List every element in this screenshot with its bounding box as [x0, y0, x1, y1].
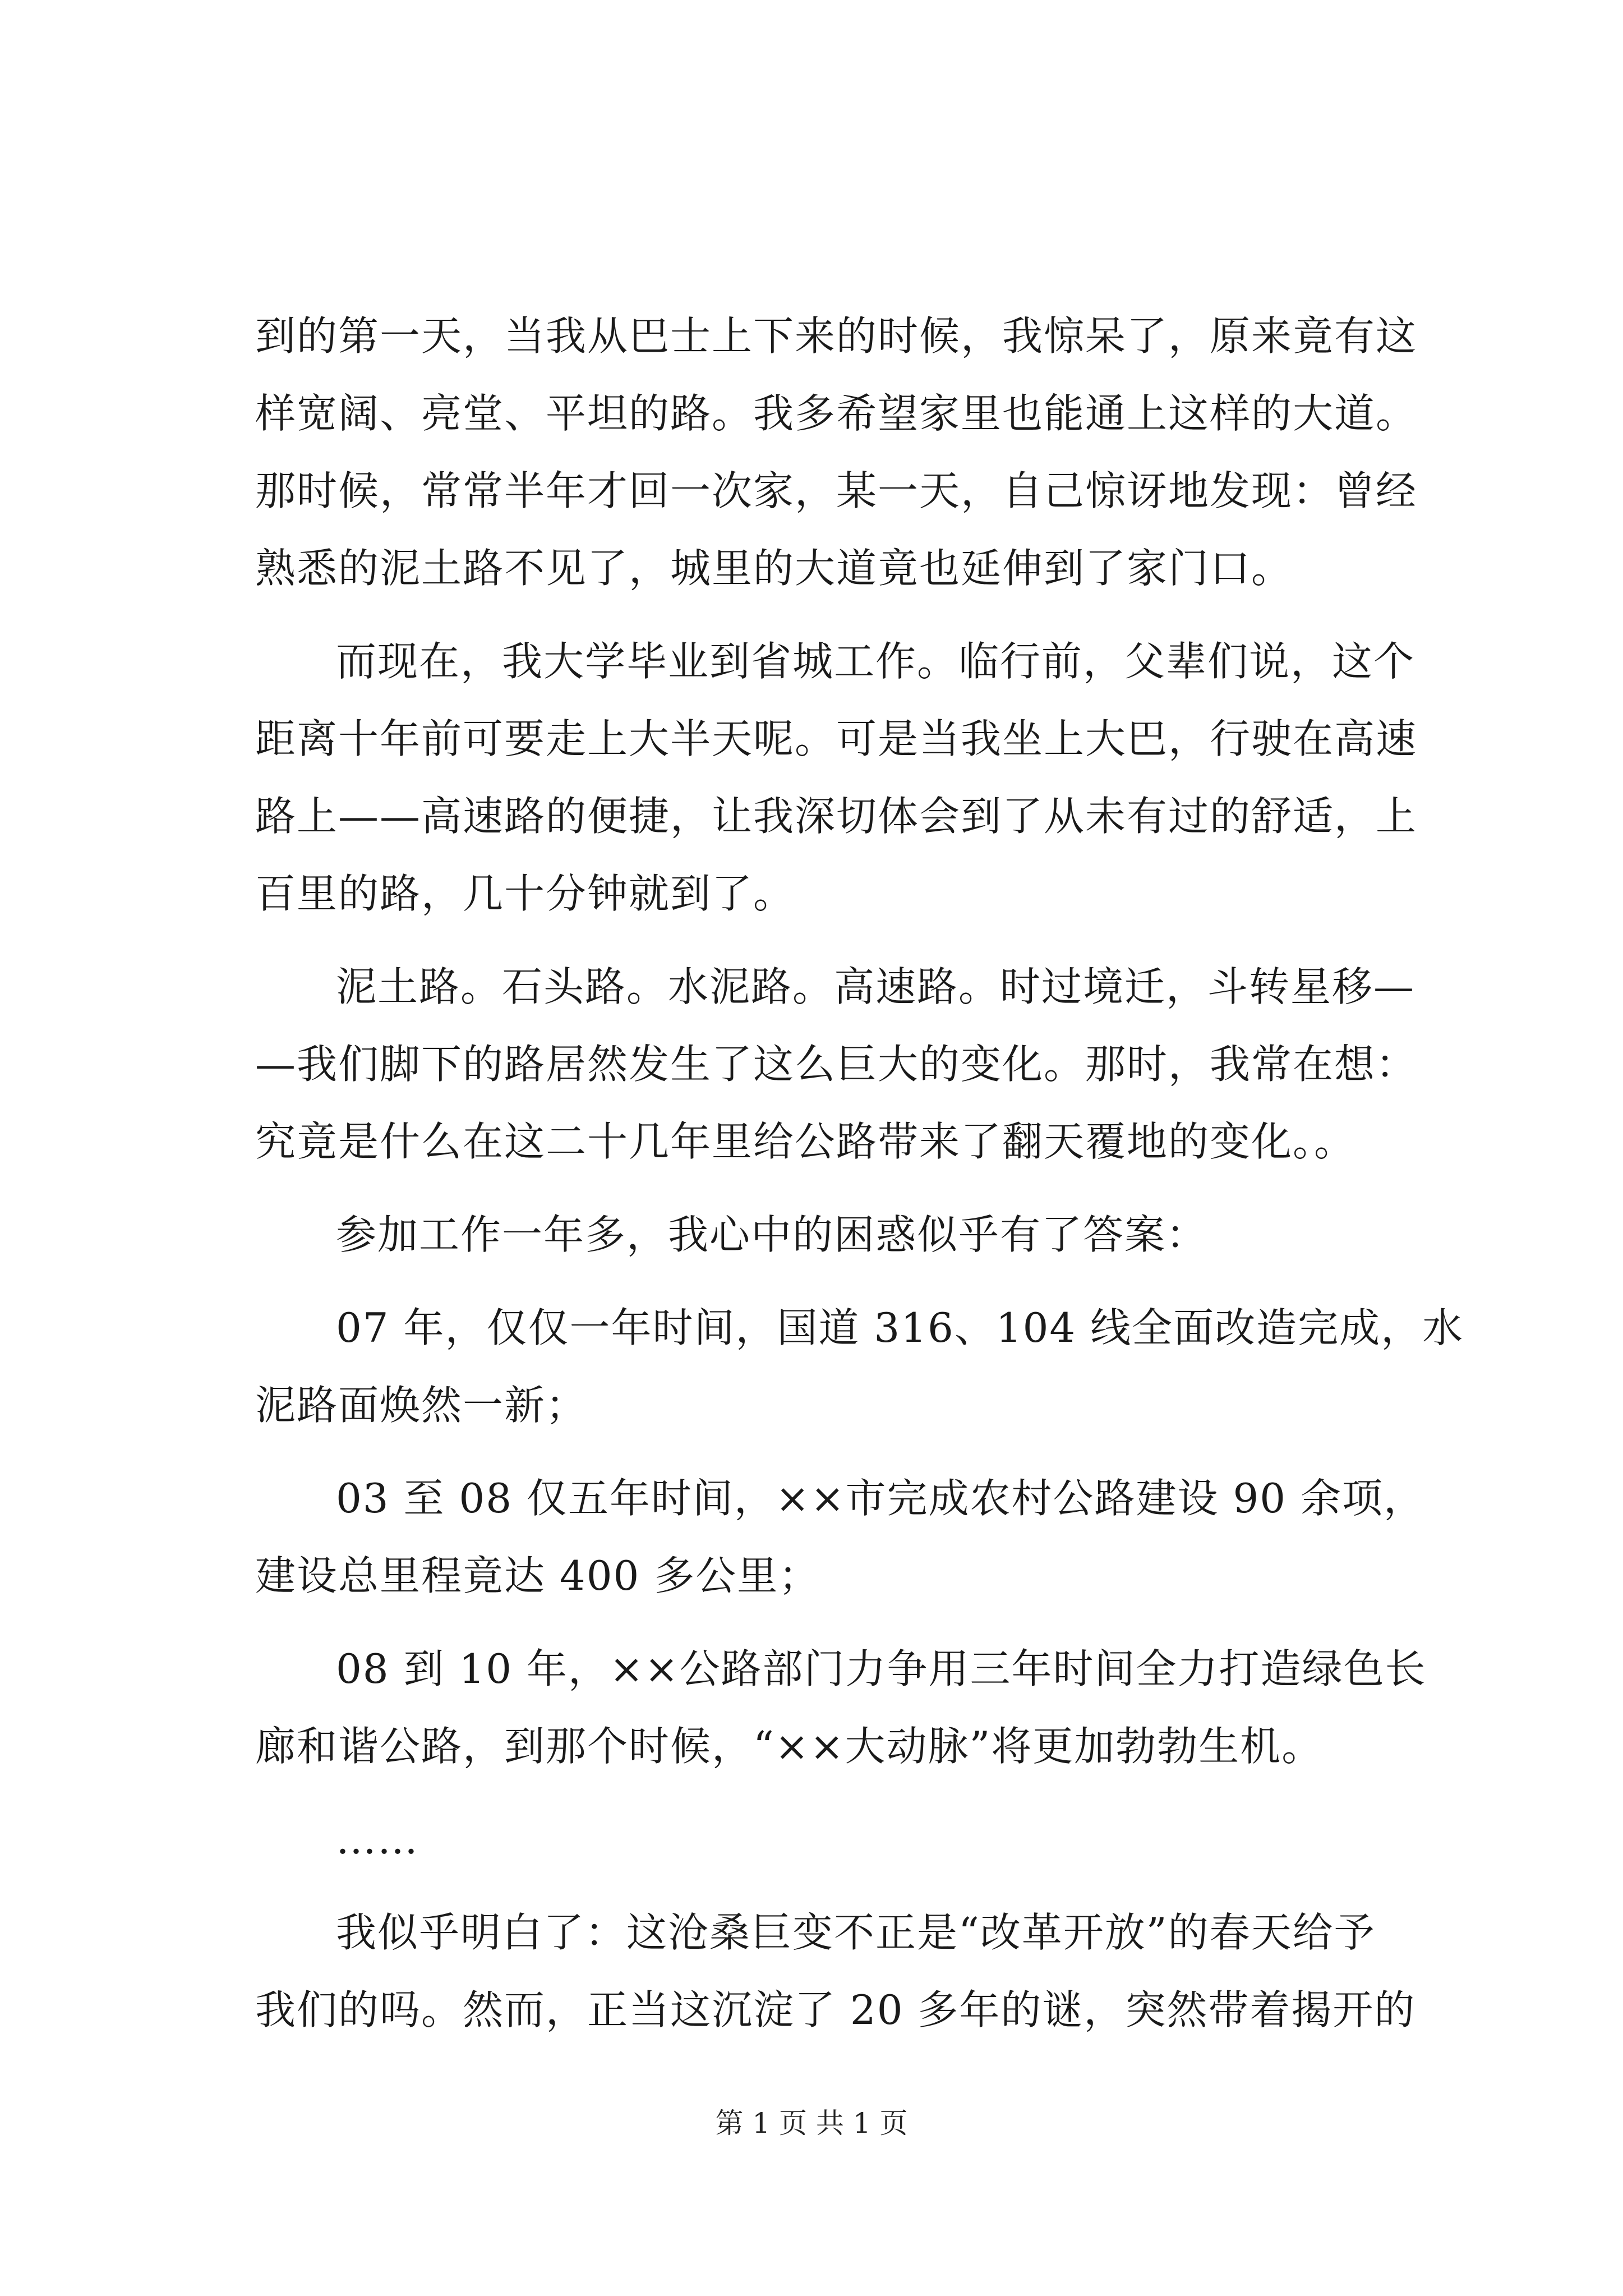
page-footer: 第 1 页 共 1 页	[715, 2107, 908, 2139]
text-line: 到的第一天，当我从巴士上下来的时候，我惊呆了，原来竟有这	[255, 312, 1418, 360]
text-line: 究竟是什么在这二十几年里给公路带来了翻天覆地的变化。。	[255, 1118, 1356, 1165]
document-body	[255, 297, 1464, 2049]
text-line: 距离十年前可要走上大半天呢。可是当我坐上大巴，行驶在高速	[255, 715, 1418, 762]
paragraph-first-line: 03 至 08 仅五年时间，××市完成农村公路建设 90 余项，	[336, 1475, 1425, 1522]
paragraph-first-line: 泥土路。石头路。水泥路。高速路。时过境迁，斗转星移—	[336, 963, 1415, 1010]
ellipsis-line: ……	[336, 1816, 419, 1863]
text-line: —我们脚下的路居然发生了这么巨大的变化。那时，我常在想：	[255, 1041, 1418, 1088]
text-line: 样宽阔、亮堂、平坦的路。我多希望家里也能通上这样的大道。	[255, 390, 1418, 437]
text-line: 百里的路，几十分钟就到了。	[255, 870, 795, 917]
paragraph-first-line: 07 年，仅仅一年时间，国道 316、104 线全面改造完成，水	[336, 1304, 1464, 1351]
text-line: 那时候，常常半年才回一次家，某一天，自己惊讶地发现：曾经	[255, 467, 1418, 514]
text-line: 泥路面焕然一新；	[255, 1382, 588, 1429]
text-line: 建设总里程竟达 400 多公里；	[255, 1552, 820, 1599]
text-line: 我们的吗。然而，正当这沉淀了 20 多年的谜，突然带着揭开的	[255, 1986, 1416, 2033]
text-line: 廊和谐公路，到那个时候，“××大动脉”将更加勃勃生机。	[255, 1723, 1324, 1770]
text-line: 路上——高速路的便捷，让我深切体会到了从未有过的舒适，上	[255, 793, 1418, 840]
paragraph-first-line: 而现在，我大学毕业到省城工作。临行前，父辈们说，这个	[336, 638, 1415, 685]
paragraph-first-line: 我似乎明白了：这沧桑巨变不正是“改革开放”的春天给予	[336, 1909, 1376, 1956]
paragraph-first-line: 08 到 10 年，××公路部门力争用三年时间全力打造绿色长	[336, 1645, 1427, 1692]
text-line: 熟悉的泥土路不见了，城里的大道竟也延伸到了家门口。	[255, 545, 1293, 592]
paragraph-first-line: 参加工作一年多，我心中的困惑似乎有了答案：	[336, 1211, 1208, 1258]
